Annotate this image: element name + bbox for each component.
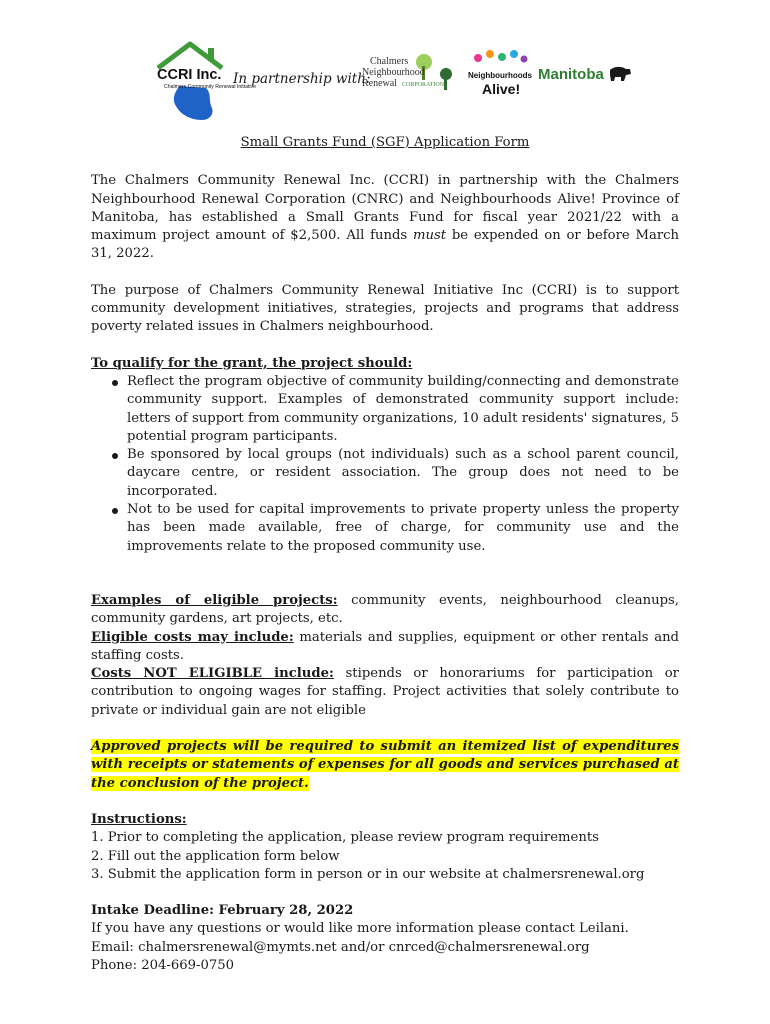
eligible-costs-text: materials and supplies, equipment or other rentals and staffing costs. <box>91 629 679 663</box>
list-item-text: Reflect the program objective of community building/connecting and demonstrate community support. Examples of demonstrated community support include: letters of support from community organizations, 10 adult residents' signatures, 5 potential program participants. <box>127 373 679 444</box>
cnrc-logo-line1: Chalmers <box>370 56 409 67</box>
na-logo-line1: Neighbourhoods <box>468 71 532 80</box>
email-separator: and/or <box>336 939 389 955</box>
partner-text: In partnership with: <box>233 71 371 87</box>
cnrc-logo-line4: CORPORATION <box>402 82 445 88</box>
eligible-costs-label: Eligible costs may include: <box>91 629 294 645</box>
not-eligible-paragraph <box>91 665 679 720</box>
list-item-text: Be sponsored by local groups (not individuals) such as a school parent council, daycare centre, or resident association. The group does not need to be incorporated. <box>127 447 679 499</box>
instructions-heading: Instructions: <box>91 811 187 827</box>
bison-icon <box>610 67 631 81</box>
approved-note: Approved projects will be required to submit an itemized list of expenditures with receipts or statements of expenses for all goods and services purchased at the conclusion of the project. <box>91 739 679 791</box>
header-logos <box>150 40 640 130</box>
list-item <box>91 501 679 556</box>
eligible-projects-text: community events, neighbourhood cleanups, community gardens, art projects, etc. <box>91 592 679 627</box>
intro-paragraph <box>91 172 679 263</box>
bullet-icon <box>112 508 118 514</box>
document-body <box>91 134 679 975</box>
instruction-step: 1. Prior to completing the application, please review program requirements <box>91 830 599 846</box>
instruction-step: 3. Submit the application form in person or in our website at chalmersrenewal.org <box>91 866 645 882</box>
eligible-costs-paragraph <box>91 629 679 666</box>
eligible-projects-label: Examples of eligible projects: <box>91 592 338 608</box>
cnrc-logo-line2: Neighbourhood <box>362 67 425 78</box>
intro-text-end: be expended on or before March 31, 2022. <box>91 228 680 262</box>
email-label: Email: <box>91 939 139 955</box>
email-line <box>91 939 679 957</box>
cnrc-logo <box>362 52 460 96</box>
intro-text: The Chalmers Community Renewal Inc. (CCRI) in partnership with the Chalmers Neighbourhood Renewal Corporation (CNRC) and Neighbourhoods Alive! Province of Manitoba, has established a Small Grants Fund for fiscal year 2021/22 with a maximum project amount of $2,500. All funds <box>91 173 679 244</box>
email-link-2[interactable]: cnrced@chalmersrenewal.org <box>388 939 590 955</box>
intake-deadline: Intake Deadline: February 28, 2022 <box>91 903 354 919</box>
eligible-projects-paragraph <box>91 592 679 629</box>
ccri-logo-title: CCRI Inc. <box>157 67 222 83</box>
intro-emphasis: must <box>412 228 447 244</box>
phone-line: Phone: 204-669-0750 <box>91 957 235 973</box>
bullet-icon <box>112 453 118 459</box>
qualify-list <box>91 373 679 556</box>
manitoba-logo <box>538 62 633 86</box>
bullet-icon <box>112 380 118 386</box>
not-eligible-text: stipends or honorariums for participation or contribution to ongoing wages for staffing. Project activities that solely contribute to private or individual gain are not eligible <box>91 666 679 718</box>
list-item <box>91 373 679 446</box>
instruction-step: 2. Fill out the application form below <box>91 848 340 864</box>
neighbourhoods-alive-logo <box>468 48 530 100</box>
email-link-1[interactable]: chalmersrenewal@mymts.net <box>138 939 337 955</box>
manitoba-logo-text: Manitoba <box>538 66 604 83</box>
contact-line: If you have any questions or would like more information please contact Leilani. <box>91 921 629 937</box>
ccri-logo-subtitle: Chalmers Community Renewal Initiative <box>164 84 256 90</box>
list-item-text: Not to be used for capital improvements to private property unless the property has been made available, free of charge, for community use and the improvements relate to the proposed community use. <box>127 502 679 554</box>
ccri-logo <box>150 40 256 124</box>
purpose-paragraph: The purpose of Chalmers Community Renewal Initiative Inc (CCRI) is to support community development initiatives, strategies, projects and programs that address poverty related issues in Chalmers neighbourhood. <box>91 282 679 335</box>
cnrc-logo-line3: Renewal <box>362 78 397 89</box>
approved-note-paragraph <box>91 738 679 793</box>
list-item <box>91 446 679 501</box>
qualify-heading: To qualify for the grant, the project should: <box>91 355 413 371</box>
na-logo-line2: Alive! <box>482 81 521 97</box>
page-title: Small Grants Fund (SGF) Application Form <box>240 135 530 150</box>
not-eligible-label: Costs NOT ELIGIBLE include: <box>91 666 334 682</box>
